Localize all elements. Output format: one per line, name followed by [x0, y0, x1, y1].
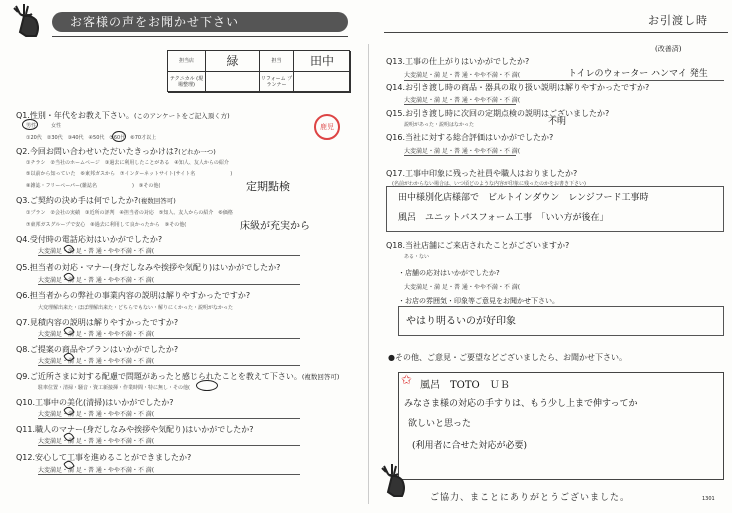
- deer-logo-icon: [6, 2, 50, 40]
- q10-scale: 大変満足・満 足・普 通・やや不満・不 満(: [38, 411, 155, 418]
- deer-footer-icon: [376, 462, 412, 500]
- q1-gender-mark: [22, 119, 38, 130]
- q7-label: Q7.見積内容の説明は解りやすかったですか?: [16, 318, 179, 327]
- q14-underline: [404, 104, 516, 105]
- q12-scale: 大変満足・満 足・普 通・やや不満・不 満(: [38, 467, 155, 474]
- q11-label: Q11.職人のマナー(身だしなみや挨拶や気配り)はいかがでしたか?: [16, 425, 254, 434]
- q18-sub1: ・店舗の応対はいかがでしたか?: [398, 269, 500, 277]
- form-code: 1301: [702, 496, 715, 502]
- q3-handwritten: 床級が充実から: [240, 221, 310, 232]
- q18-options: ある・ない: [404, 254, 430, 260]
- staff-cell-empty: [294, 72, 351, 93]
- q8-scale: 大変満足・満 足・普 通・やや不満・不 満(: [38, 358, 155, 365]
- q17-handwritten-1: 田中様別化店様部で ビルトインダウン レンジフード工事時: [398, 193, 649, 203]
- staff-cell-label: 担当店: [168, 51, 206, 72]
- q16-underline: [404, 155, 516, 156]
- q15-options: 説明があった・説明はなかった: [404, 122, 474, 128]
- star-icon: ✩: [401, 373, 412, 388]
- q1-gender: 男性 女性: [26, 123, 62, 129]
- q17-sub: (名前がわからない場合は、いつ頃どのような内容が印象に残ったのかをお書き下さい): [392, 181, 586, 187]
- staff-cell-label: テクニカル (現場整理): [168, 72, 206, 93]
- notes-handwritten-3: 欲しいと思った: [408, 419, 472, 429]
- q6-label: Q6.担当者からの弊社の事業内容の説明は解りやすかったですか?: [16, 291, 251, 300]
- q18-label: Q18.当社店舗にご来店されたことがございますか?: [386, 241, 570, 250]
- q15-handwritten: 不明: [548, 117, 567, 127]
- q5-label: Q5.担当者の対応・マナー(身だしなみや挨拶や気配り)はいかがでしたか?: [16, 263, 281, 272]
- q9-mark: [196, 380, 218, 391]
- q18-sub2: ・お店の雰囲気・印象等ご意見をお聞かせ下さい。: [398, 297, 559, 305]
- notes-handwritten-4: (利用者に合せた対応が必要): [412, 441, 528, 451]
- q3-row2: ⑦東邦ガスグループで安心 ⑧過去に利用して良かったから ⑨その他(: [26, 222, 187, 228]
- q1-age-mark: [112, 131, 126, 142]
- page-title: お客様の声をお聞かせ下さい: [52, 12, 348, 32]
- q9-label: Q9.ご近所さまに対する配慮で問題があったと感じられたことを教えて下さい。(複数回答可): [16, 372, 340, 381]
- q9-options: 駐車位置・清掃・騒音・資工新接揮・作業時間・特に無し・その他(: [38, 385, 190, 391]
- q15-label: Q15.お引き渡し時に次回の定期点検の説明はございましたか?: [386, 109, 610, 118]
- staff-cell-empty: [206, 72, 260, 93]
- red-stamp: 鹿児: [314, 114, 340, 140]
- q5-scale: 大変満足・満 足・普 通・やや不満・不 満(: [38, 277, 155, 284]
- q1-label: Q1.性別・年代をお教え下さい。(このアンケートをご記入頂く方): [16, 111, 230, 120]
- title-rule: [52, 36, 348, 37]
- q18-handwritten: やはり明るいのが好印象: [406, 316, 516, 327]
- notes-handwritten-1: 風呂 TOTO ＵＢ: [420, 380, 510, 391]
- q6-options: 大変理解出来た・ほぼ理解出来た・どちらでもない・解りにくかった・説明がなかった: [38, 305, 233, 311]
- staff-cell-person: 田中: [294, 51, 351, 72]
- q11-scale: 大変満足・満 足・普 通・やや不満・不 満(: [38, 438, 155, 445]
- q17-handwritten-2: 風呂 ユニットバスフォーム工事 「いい方が後在」: [398, 213, 609, 223]
- staff-table: [167, 50, 350, 92]
- page-divider: [368, 44, 369, 504]
- q13-label: Q13.工事の仕上がりはいかがでしたか?: [386, 57, 530, 66]
- q2-row3: ⑧雑誌・フリーペーパー(雑誌名 ) ⑨その他(: [26, 183, 161, 189]
- q8-label: Q8.ご提案の商品やプランはいかがでしたか?: [16, 345, 179, 354]
- q18-scale: 大変満足・満 足・普 通・やや不満・不 満(: [404, 284, 521, 291]
- right-title-rule: [384, 32, 728, 33]
- notes-handwritten-2: みなさま様の対応の手すりは、もう少し上まで伸すってか: [404, 399, 638, 409]
- q2-row2: ⑤以前から知っていた ⑥東邦ガスから ⑦インターネットサイト(サイト名 ): [26, 171, 233, 177]
- q14-label: Q14.お引き渡し時の商品・器具の取り扱い説明は解りやすかったですか?: [386, 83, 650, 92]
- q12-label: Q12.安心して工事を進めることができましたか?: [16, 453, 192, 462]
- staff-cell-store: 緑: [206, 51, 260, 72]
- staff-cell-label: リフォーム プランナー: [260, 72, 294, 93]
- staff-cell-label: 担当: [260, 51, 294, 72]
- q16-scale: 大変満足・満 足・普 通・やや不満・不 満(: [404, 148, 521, 155]
- footer-thanks: ご協力、まことにありがとうございました。: [430, 493, 631, 503]
- q3-label: Q3.ご契約の決め手は何でしたか?(複数回答可): [16, 196, 176, 205]
- q2-row1: ①チラシ ②当社のホームページ ③過去に利用したことがある ④知人、友人からの紹介: [26, 160, 229, 166]
- q13-scale: 大変満足・満 足・普 通・やや不満・不 満(: [404, 72, 521, 79]
- q13-underline: [404, 80, 724, 81]
- q4-scale: 大変満足・満 足・普 通・やや不満・不 満(: [38, 248, 155, 255]
- q2-handwritten: 定期點検: [246, 180, 290, 193]
- q2-label: Q2.今回お問い合わせいただいたきっかけは?(どれか一つ): [16, 147, 216, 156]
- right-page-title: お引渡し時: [648, 14, 708, 27]
- q3-row1: ①プラン ②会社の実績 ③近所の評判 ④担当者の対応 ⑤知人、友人からの紹介 ⑥価格: [26, 210, 233, 216]
- notes-label: ●その他、ご意見・ご要望などございましたら、お聞かせ下さい。: [388, 353, 627, 362]
- q17-label: Q17.工事中印象に残った社員や職人はおりましたか?: [386, 169, 578, 178]
- q1-age: ①20代 ②30代 ③40代 ④50代 ⑤60代 ⑥70才以上: [26, 135, 157, 141]
- q4-label: Q4.受付時の電話応対はいかがでしたか?: [16, 235, 163, 244]
- q14-scale: 大変満足・満 足・普 通・やや不満・不 満(: [404, 97, 521, 104]
- q13-handwritten: トイレのウォーター ハンマイ 発生: [568, 69, 708, 79]
- q16-label: Q16.当社に対する総合評価はいかがでしたか?: [386, 133, 554, 142]
- q10-label: Q10.工事中の美化(清掃)はいかがでしたか?: [16, 398, 174, 407]
- q7-scale: 大変満足・満 足・普 通・やや不満・不 満(: [38, 331, 155, 338]
- q13-handwritten-note: (改善済): [655, 45, 682, 53]
- hand-check-marks-icon: [60, 240, 80, 480]
